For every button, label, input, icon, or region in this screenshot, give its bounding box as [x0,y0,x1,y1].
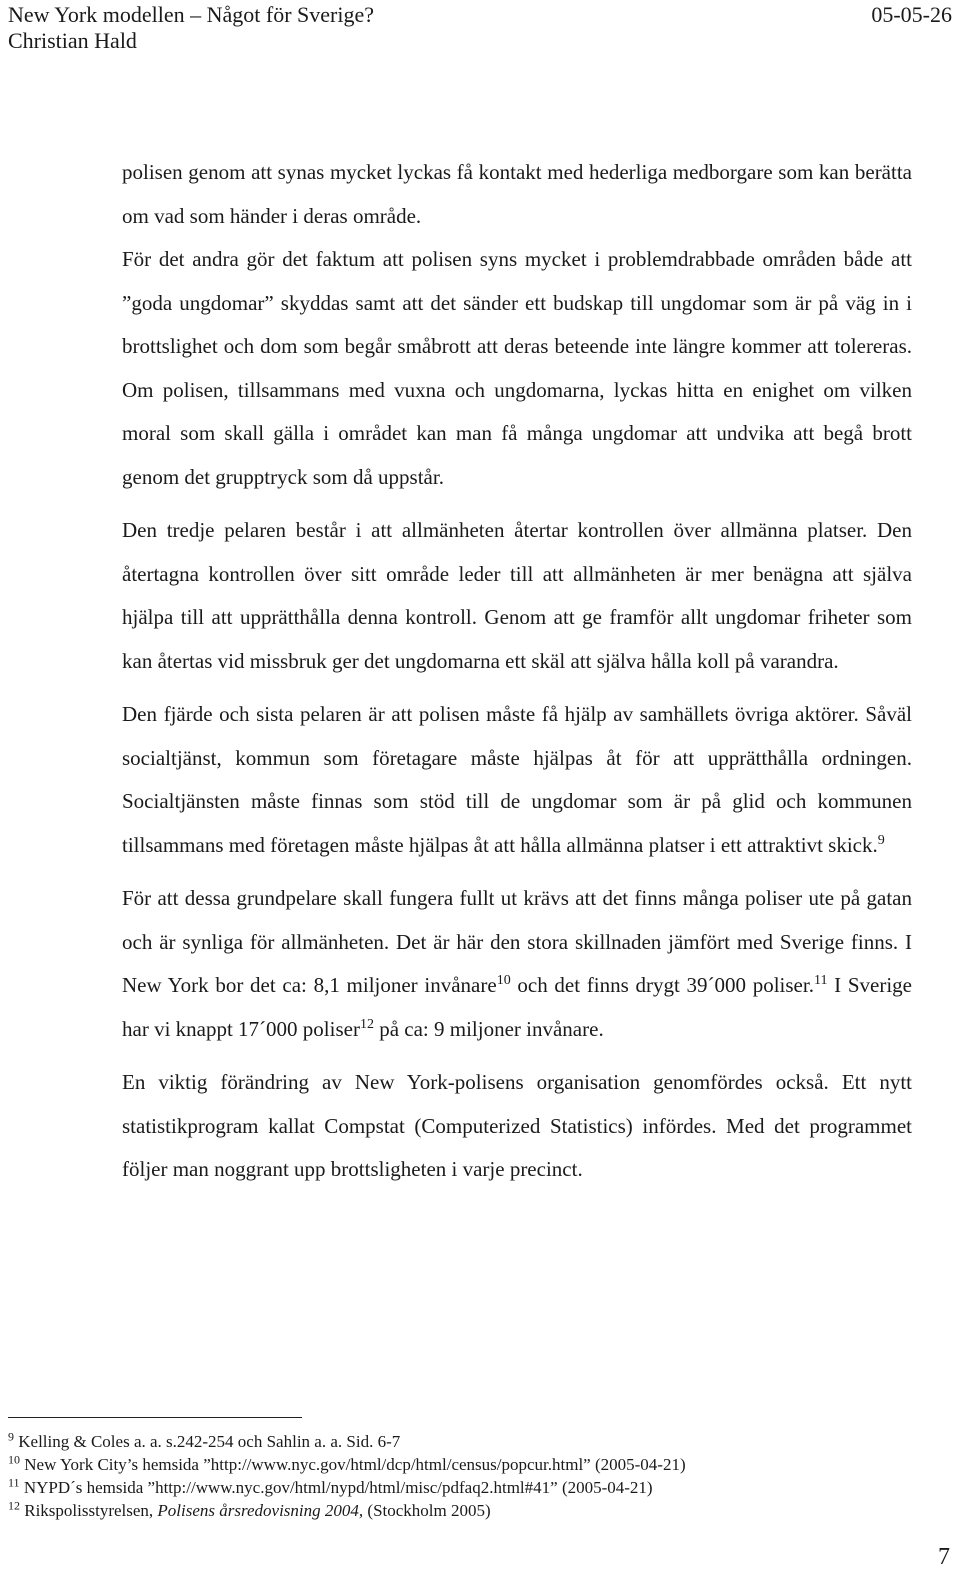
document-title: New York modellen – Något för Sverige? [8,2,374,27]
footnote: $^9$ Kelling & Coles a. a. s.242-254 och Sahlin a. a. Sid. 6-7 [8,1429,401,1451]
paragraph: Den tredje pelaren består i att allmänheten återtar kontrollen över allmänna platser. Den återtagna kontrollen över sitt område leder till att allmänheten är mer benägna att själva hjälpa till att upprätthålla denna kontroll. Genom att ge framför allt ungdomar friheter som kan återtas vid missbruk ger det ungdomarna ett skäl att själva hålla koll på varandra. [122,518,912,673]
paragraph: För att dessa grundpelare skall fungera fullt ut krävs att det finns många poliser ute på gatan och är synliga för allmänheten. Det är här den stora skillnaden jämfört med Sverige finns. I New York bor det ca: 8,1 miljoner invånare$^{10}$ och det finns drygt 39´000 poliser.$^{11}$ I Sverige har vi knappt 17´000 poliser$^{12}$ på ca: 9 miljoner invånare. [122,886,913,1041]
paragraph: För det andra gör det faktum att polisen syns mycket i problemdrabbade områden både att ”goda ungdomar” skyddas samt att det sänder ett budskap till ungdomar som är på väg in i brottslighet och dom som begår småbrott att deras beteende inte längre kommer att tolereras. Om polisen, tillsammans med vuxna och ungdomarna, lyckas hitta en enighet om vilken moral som skall gälla i området kan man få många ungdomar att undvika att begå brott genom det grupptryck som då uppstår. [122,247,912,489]
document-date: 05-05-26 [871,2,952,27]
footnote-ref[interactable]: 11 [813,973,828,988]
paragraph: polisen genom att synas mycket lyckas få kontakt med hederliga medborgare som kan berätta om vad som händer i deras område. [122,160,912,228]
body-text [122,151,912,1192]
footnote: $^{10}$ New York City’s hemsida ”http://www.nyc.gov/html/dcp/html/census/popcur.html” (2005-04-21) [8,1452,686,1474]
footnote-ref[interactable]: 10 [496,973,511,988]
running-header [8,2,952,28]
footnote: $^{11}$ NYPD´s hemsida ”http://www.nyc.gov/html/nypd/html/misc/pdfaq2.html#41” (2005-04-21) [8,1475,653,1497]
document-author: Christian Hald [8,28,137,53]
paragraph: Den fjärde och sista pelaren är att polisen måste få hjälp av samhällets övriga aktörer. Såväl socialtjänst, kommun som företagare måste hjälpas åt för att upprätthålla ordningen. Socialtjänsten måste finnas som stöd till de ungdomar som är på glid och kommunen tillsammans med företagen måste hjälpas åt att hålla allmänna platser i ett attraktivt skick.$^9$ [122,702,912,857]
paragraph: En viktig förändring av New York-polisens organisation genomfördes också. Ett nytt statistikprogram kallat Compstat (Computerized Statistics) infördes. Med det programmet följer man noggrant upp brottsligheten i varje precinct. [122,1070,912,1181]
footnotes [8,1430,928,1522]
page-number: 7 [938,1544,950,1570]
footnote: $^{12}$ Rikspolisstyrelsen, Polisens årsredovisning 2004, (Stockholm 2005) [8,1498,491,1520]
footnote-ref[interactable]: 9 [877,832,885,848]
footnote-ref[interactable]: 12 [359,1016,374,1032]
author-line [8,28,952,54]
footnote-separator [8,1417,302,1418]
